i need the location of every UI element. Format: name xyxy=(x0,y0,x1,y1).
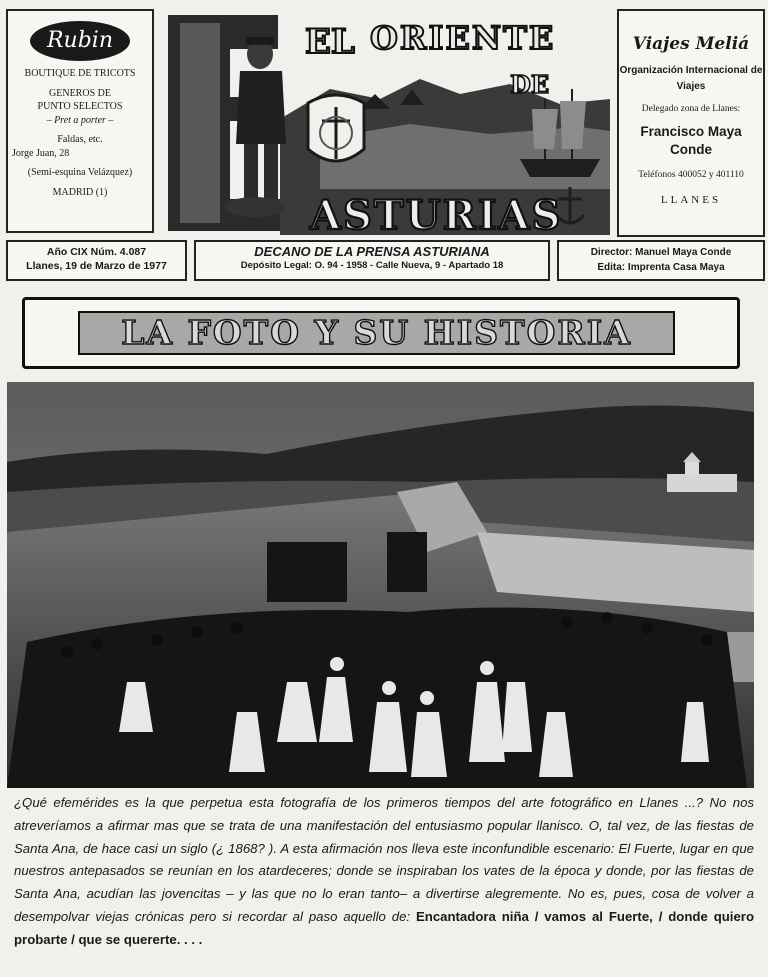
newspaper-tagline-box xyxy=(194,240,550,281)
editorial-info xyxy=(557,240,765,281)
rubin-logo: Rubin xyxy=(30,21,130,61)
printer-line: Edita: Imprenta Casa Maya xyxy=(597,261,725,273)
section-heading: LA FOTO Y SU HISTORIA xyxy=(78,311,675,355)
masthead-word-de: DE xyxy=(510,70,550,99)
masthead-illustration xyxy=(160,9,610,235)
ad-delegate-label: Delegado zona de Llanes: xyxy=(641,104,741,115)
ad-brand: Viajes Meliá xyxy=(632,34,750,54)
ad-line-faldas: Faldas, etc. xyxy=(57,134,103,145)
ad-phones: Teléfonos 400052 y 401110 xyxy=(638,169,744,180)
ad-organization: Organización Internacional de Viajes xyxy=(619,65,763,93)
advertisement-rubin xyxy=(6,9,154,233)
masthead-word-el: EL xyxy=(305,22,355,62)
caption-text: ¿Qué efemérides es la que perpetua esta fotografía de los primeros tiempos del arte fotográfico en Llanes ...? No nos atreveríamos a afirmar mas que se trata de una manifestación del entusiasmo popular llanisco. O, tal vez, de las fiestas de Santa Ana, de hace casi un siglo (¿ 1868? ). A esta afirmación nos lleva este inconfundible escenario: El Fuerte, lugar en que nuestros antepasados se reunían en los atardeceres; donde se inspiraban los vates de la época y donde, por las fiestas de Santa Ana, acudían las jovencitas – y las que no lo eran tanto– a divertirse alegremente. No es, pues, cosa de volver a desempolvar viejas crónicas pero si recordar al paso aquello de: xyxy=(14,795,754,924)
ad-address: Jorge Juan, 28 xyxy=(12,147,70,159)
ad-city: MADRID (1) xyxy=(52,186,108,198)
ad-delegate-name: Francisco Maya Conde xyxy=(640,124,742,157)
ad-city: LLANES xyxy=(660,193,722,206)
masthead-word-oriente: ORIENTE xyxy=(370,19,556,57)
photo-crowd-at-el-fuerte xyxy=(7,382,754,788)
coat-of-arms xyxy=(308,95,364,161)
masthead-word-asturias: ASTURIAS xyxy=(310,192,563,235)
issue-info xyxy=(6,240,187,281)
director-line: Director: Manuel Maya Conde xyxy=(590,247,732,258)
legal-deposit: Depósito Legal: O. 94 - 1958 - Calle Nueva, 9 - Apartado 18 xyxy=(240,260,504,271)
ad-line-pret: – Pret a porter – xyxy=(46,114,114,126)
masthead xyxy=(160,9,610,235)
ad-line-generos: GENEROS DE xyxy=(49,87,111,99)
ad-line-punto: PUNTO SELECTOS xyxy=(37,101,123,112)
issue-number: Año CIX Núm. 4.087 xyxy=(46,246,147,258)
ad-line-boutique: BOUTIQUE DE TRICOTS xyxy=(24,68,136,79)
advertisement-viajes-melia xyxy=(617,9,765,237)
ad-address-2: (Semi-esquina Velázquez) xyxy=(27,167,133,178)
newspaper-tagline: DECANO DE LA PRENSA ASTURIANA xyxy=(254,244,490,259)
historic-photograph xyxy=(7,382,754,788)
issue-date: Llanes, 19 de Marzo de 1977 xyxy=(26,260,167,273)
photo-caption xyxy=(14,792,754,952)
caption-quote: Encantadora niña / vamos al Fuerte, / donde quiero probarte / que se quererte. . . . xyxy=(14,908,754,947)
